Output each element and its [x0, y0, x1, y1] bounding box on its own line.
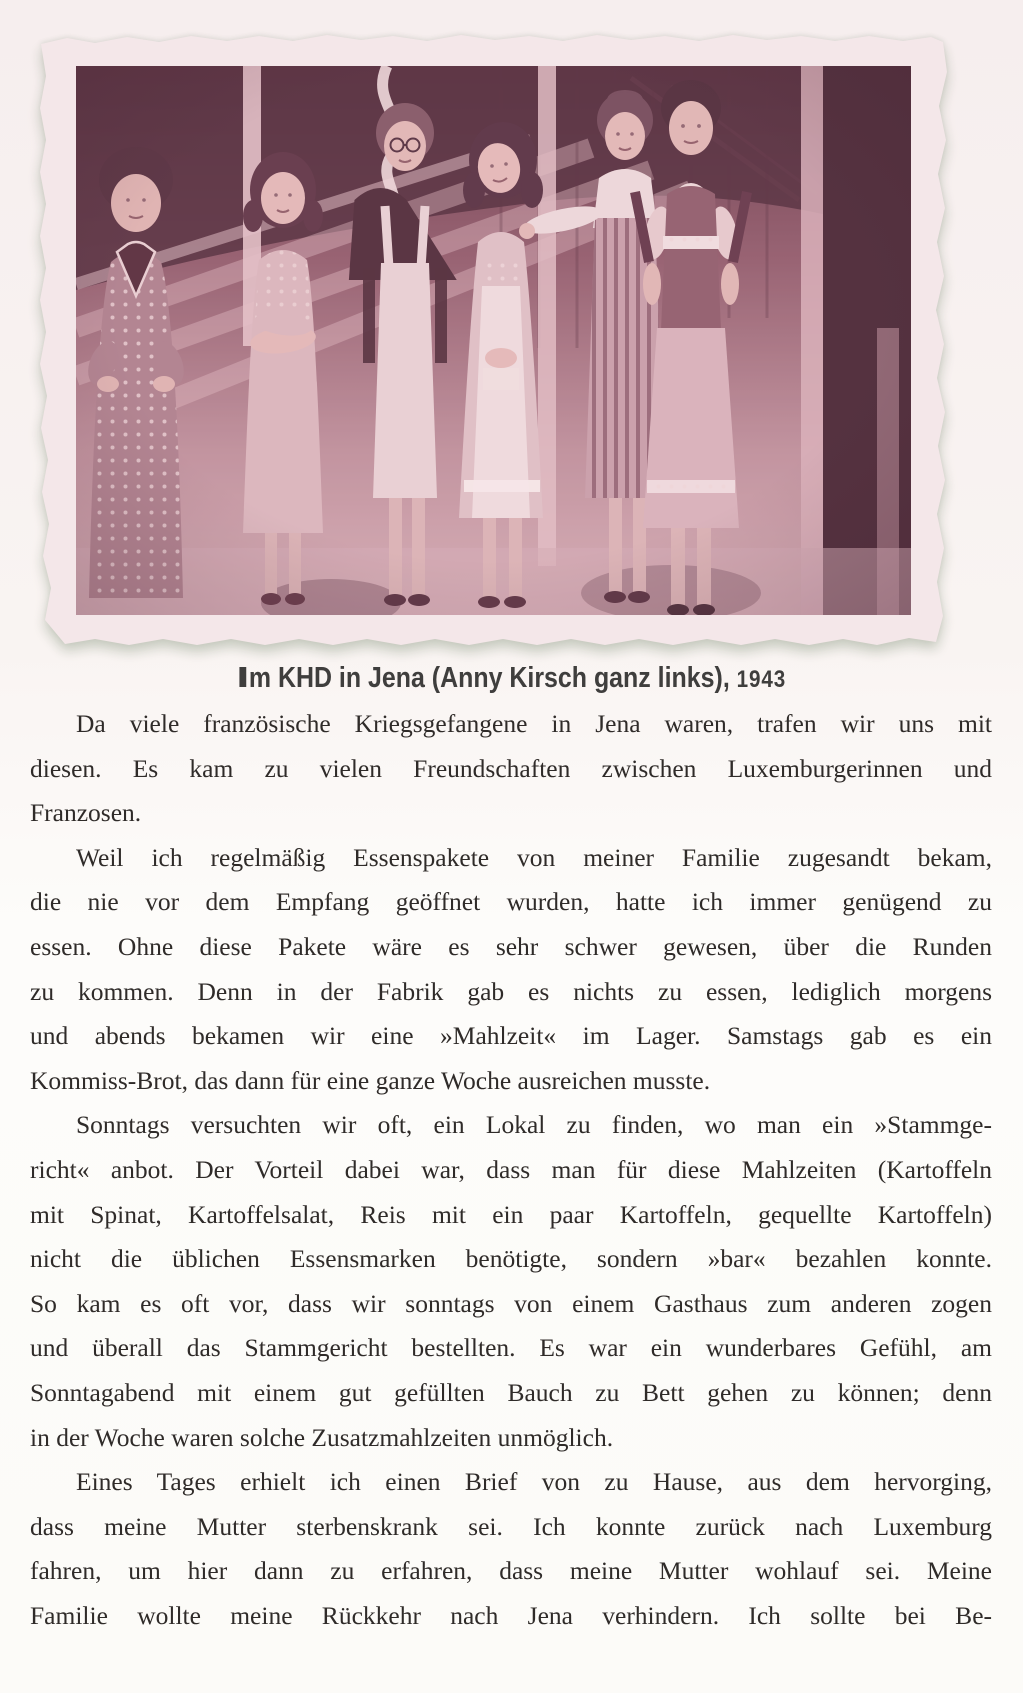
- text-line: Franzosen.: [30, 798, 142, 828]
- text-line: und überall das Stammgericht bestellten. Es war ein wunderbares Gefühl, am: [30, 1333, 992, 1363]
- text-line: die nie vor dem Empfang geöffnet wurden, hatte ich immer genügend zu: [30, 887, 992, 917]
- body-text: [30, 702, 992, 1638]
- text-line: diesen. Es kam zu vielen Freundschaften zwischen Luxemburgerinnen und: [30, 753, 992, 783]
- paragraph: [30, 1103, 992, 1460]
- text-line: Weil ich regelmäßig Essenspakete von meiner Familie zugesandt bekam,: [76, 842, 992, 872]
- caption-year: 1943: [736, 666, 786, 693]
- text-line: essen. Ohne diese Pakete wäre es sehr schwer gewesen, über die Runden: [30, 931, 992, 961]
- photo-caption: [0, 658, 1023, 700]
- text-line: zu kommen. Denn in der Fabrik gab es nichts zu essen, lediglich morgens: [30, 976, 992, 1006]
- text-line: dass meine Mutter sterbenskrank sei. Ich konnte zurück nach Luxemburg: [30, 1511, 992, 1541]
- text-line: fahren, um hier dann zu erfahren, dass meine Mutter wohlauf sei. Meine: [30, 1556, 992, 1586]
- photograph: [31, 28, 948, 653]
- caption-initial: I: [235, 662, 250, 694]
- photo-illustration: [31, 28, 948, 653]
- text-line: Familie wollte meine Rückkehr nach Jena verhindern. Ich sollte bei Be-: [30, 1600, 992, 1630]
- text-line: Sonntags versuchten wir oft, ein Lokal zu finden, wo man ein »Stammge-: [76, 1110, 992, 1140]
- text-line: und abends bekamen wir eine »Mahlzeit« im Lager. Samstags gab es ein: [30, 1021, 992, 1051]
- text-line: nicht die üblichen Essensmarken benötigte, sondern »bar« bezahlen konnte.: [30, 1244, 992, 1274]
- paragraph: [30, 702, 992, 836]
- text-line: Eines Tages erhielt ich einen Brief von zu Hause, aus dem hervorging,: [76, 1467, 992, 1497]
- text-line: Da viele französische Kriegsgefangene in Jena waren, trafen wir uns mit: [76, 709, 992, 738]
- text-line: Sonntagabend mit einem gut gefüllten Bauch zu Bett gehen zu können; denn: [30, 1377, 992, 1407]
- text-line: mit Spinat, Kartoffelsalat, Reis mit ein paar Kartoffeln, gequellte Kartoffeln): [30, 1199, 992, 1229]
- paragraph: [30, 1460, 992, 1638]
- text-line: Kommiss-Brot, das dann für eine ganze Woche ausreichen musste.: [30, 1065, 711, 1095]
- paragraph: [30, 836, 992, 1104]
- text-line: in der Woche waren solche Zusatzmahlzeiten unmöglich.: [30, 1422, 614, 1452]
- text-line: richt« anbot. Der Vorteil dabei war, dass man für diese Mahlzeiten (Kartoffeln: [30, 1154, 992, 1184]
- text-line: So kam es oft vor, dass wir sonntags von einem Gasthaus zum anderen zogen: [30, 1288, 992, 1318]
- caption-text: m KHD in Jena (Anny Kirsch ganz links),: [248, 662, 737, 694]
